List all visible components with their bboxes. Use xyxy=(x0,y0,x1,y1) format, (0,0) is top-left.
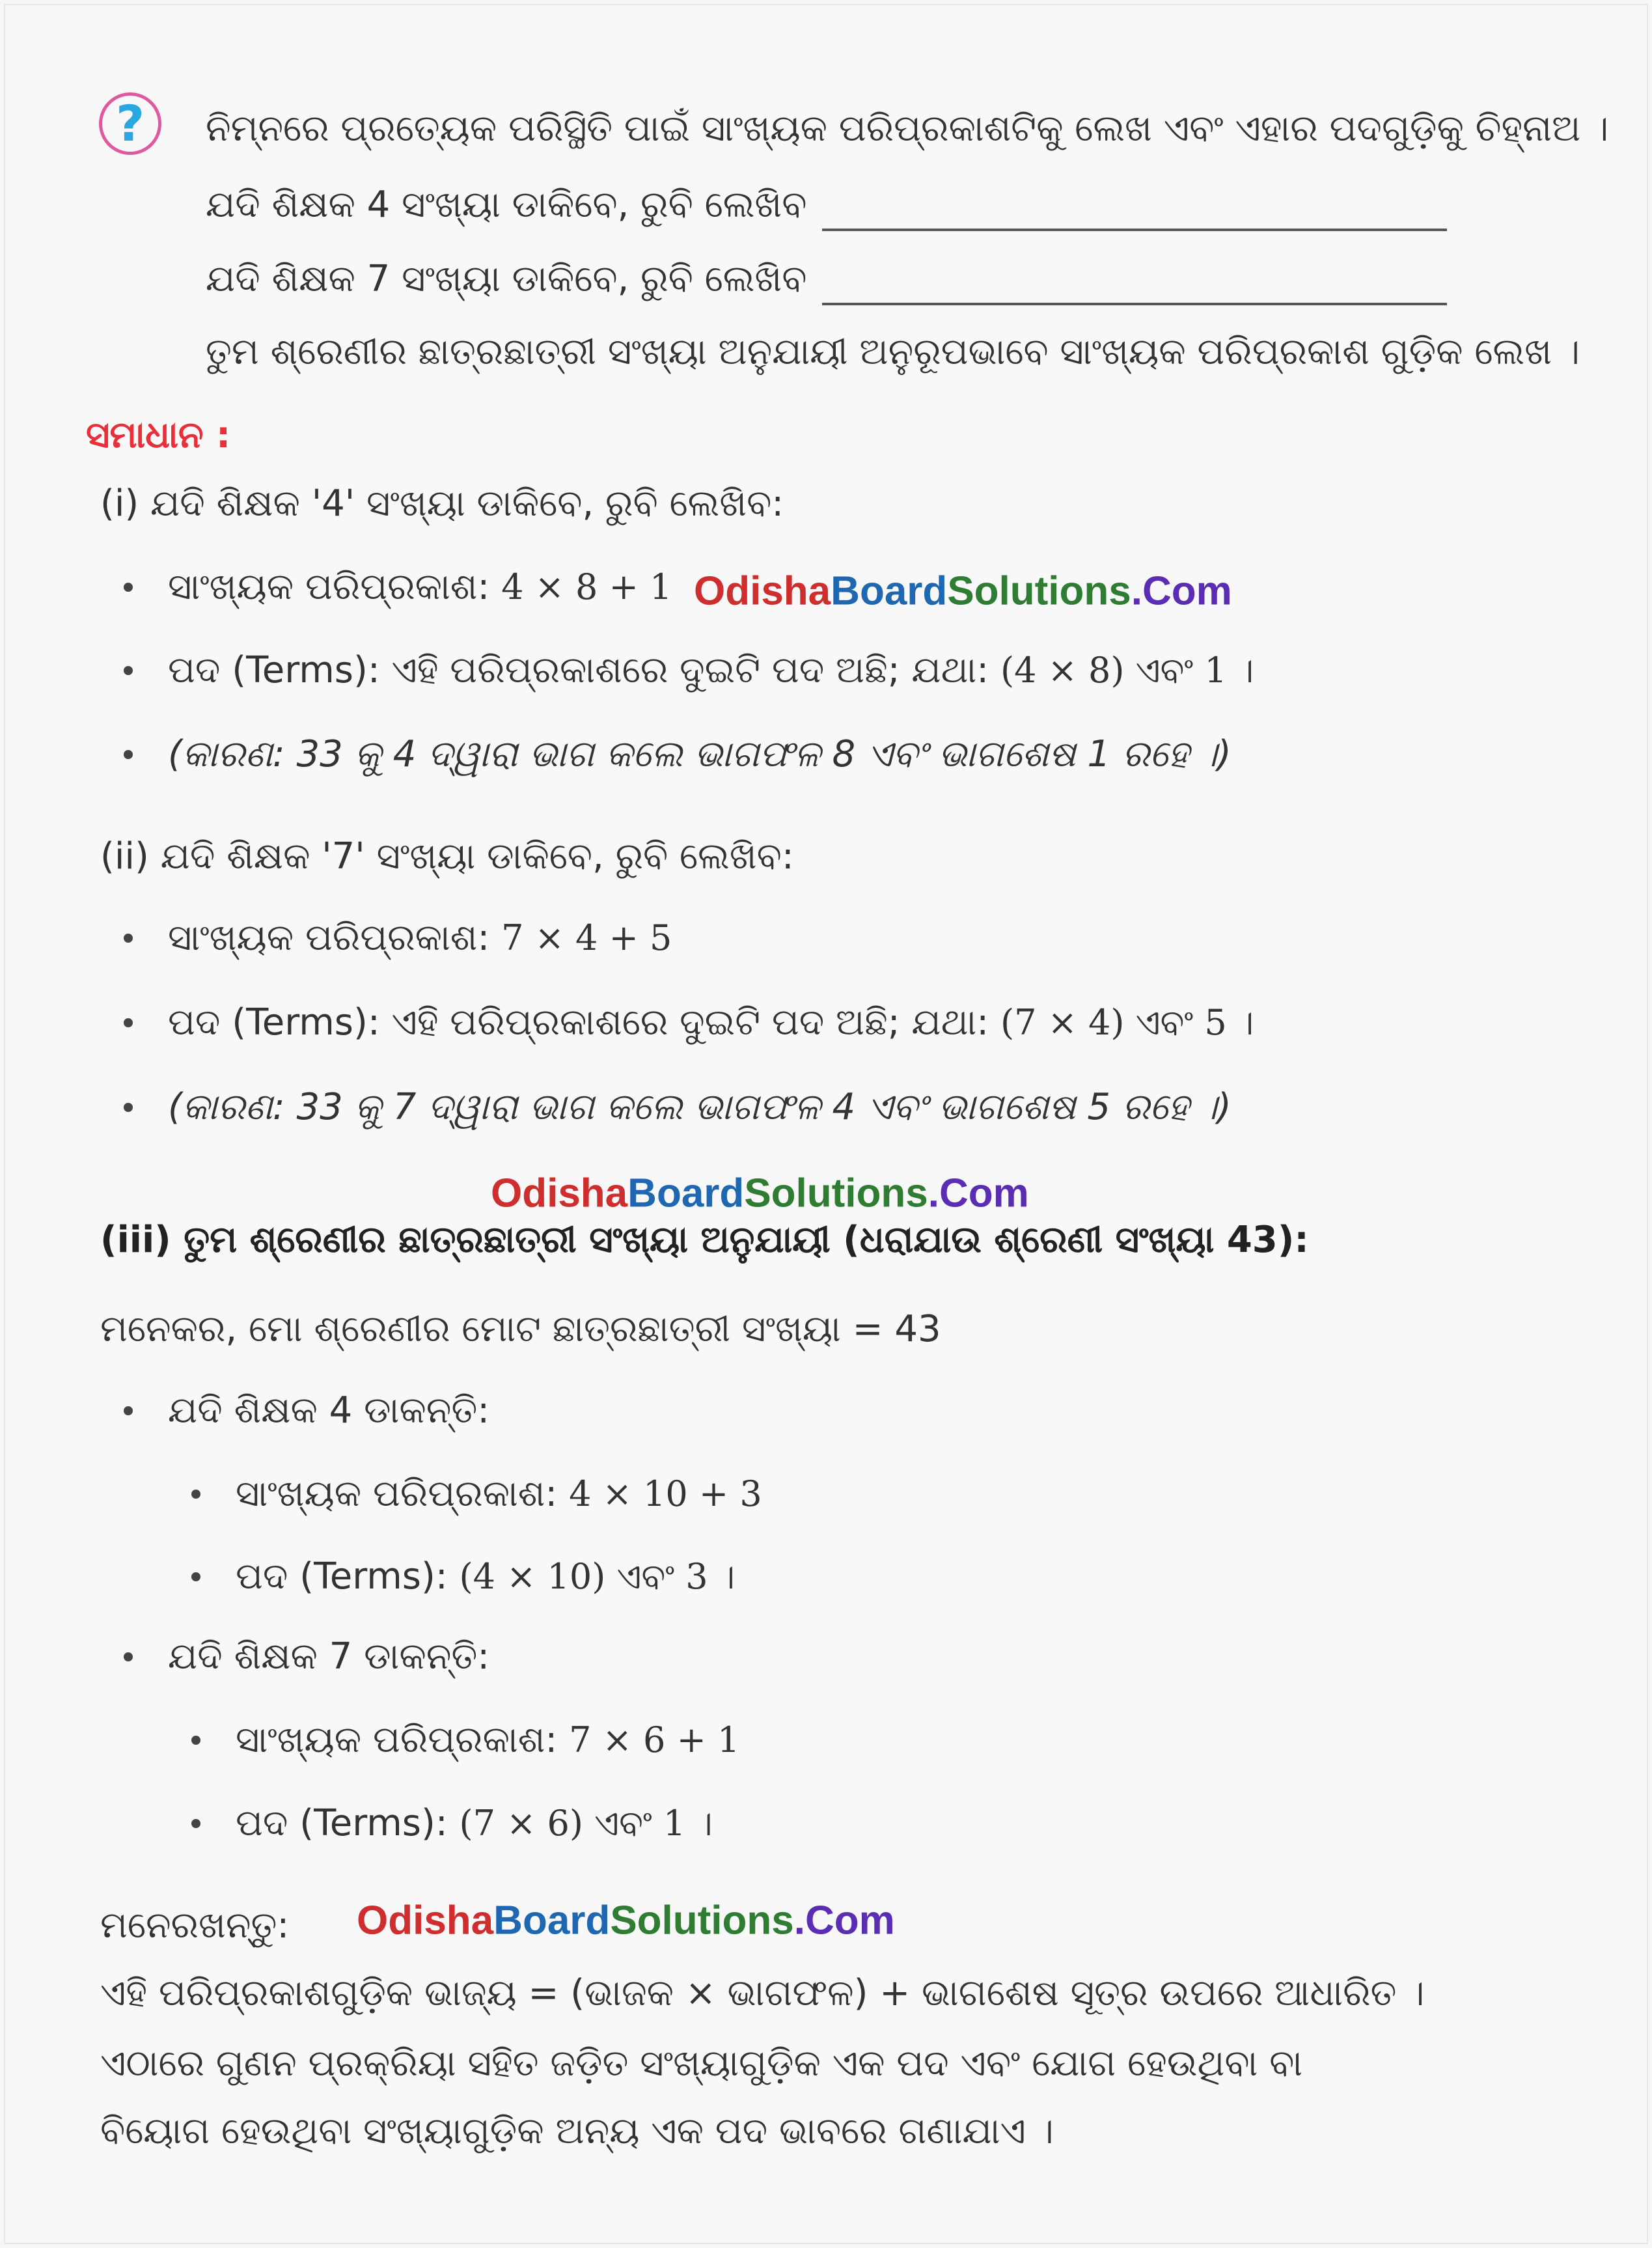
bullet-icon xyxy=(124,1018,133,1027)
bullet-icon xyxy=(191,1819,200,1828)
question-circle-icon: ? xyxy=(99,92,161,155)
math-expression: 4 × 8 + 1 xyxy=(501,566,672,607)
bullet-icon xyxy=(124,1406,133,1415)
bullet-icon xyxy=(124,1103,133,1112)
part2-terms xyxy=(168,997,1254,1049)
part2-expression xyxy=(168,912,672,964)
part2-heading: (ii) ଯଦି ଶିକ୍ଷକ '7' ସଂଖ୍ୟା ଡାକିବେ, ରୁବି ଲେଖିବ: xyxy=(100,835,794,878)
math-expression: (4 × 8) ଏବଂ 1 । xyxy=(1000,650,1254,691)
math-expression: (4 × 10) ଏବଂ 3 । xyxy=(459,1556,736,1597)
case7-terms xyxy=(236,1797,713,1850)
label: ପଦ (Terms): xyxy=(236,1555,448,1598)
solution-label: ସମାଧାନ : xyxy=(86,414,231,456)
part1-terms xyxy=(168,645,1254,697)
watermark-logo: OdishaBoardSolutions.Com xyxy=(491,1171,1029,1216)
bullet-icon xyxy=(124,1652,133,1661)
bullet-icon xyxy=(124,934,133,943)
bullet-icon xyxy=(191,1490,200,1499)
part1-heading: (i) ଯଦି ଶିକ୍ଷକ '4' ସଂଖ୍ୟା ଡାକିବେ, ରୁବି ଲେଖିବ: xyxy=(100,482,784,525)
note-line-3: ବିୟୋଗ ହେଉଥିବା ସଂଖ୍ୟାଗୁଡ଼ିକ ଅନ୍ୟ ଏକ ପଦ ଭାବରେ ଗଣାଯାଏ । xyxy=(100,2110,1054,2152)
label: ସାଂଖ୍ୟକ ପରିପ୍ରକାଶ: xyxy=(236,1473,558,1515)
note-line-2: ଏଠାରେ ଗୁଣନ ପ୍ରକ୍ରିୟା ସହିତ ଜଡ଼ିତ ସଂଖ୍ୟାଗୁଡ଼ିକ ଏକ ପଦ ଏବଂ ଯୋଗ ହେଉଥିବା ବା xyxy=(100,2042,1303,2085)
bullet-icon xyxy=(191,1572,200,1581)
bullet-icon xyxy=(191,1736,200,1745)
math-expression: 7 × 6 + 1 xyxy=(569,1719,740,1760)
math-expression: (7 × 6) ଏବଂ 1 । xyxy=(459,1803,713,1844)
label: ସାଂଖ୍ୟକ ପରିପ୍ରକାଶ: xyxy=(236,1719,558,1761)
label: ସାଂଖ୍ୟକ ପରିପ୍ରକାଶ: xyxy=(168,566,490,608)
answer-blank xyxy=(822,196,1447,231)
part1-reason: (କାରଣ: 33 କୁ 4 ଦ୍ୱାରା ଭାଗ କଲେ ଭାଗଫଳ 8 ଏବଂ ଭାଗଶେଷ 1 ରହେ ।) xyxy=(168,733,1232,775)
case4-terms xyxy=(236,1551,735,1603)
note-line-1: ଏହି ପରିପ୍ରକାଶଗୁଡ଼ିକ ଭାଜ୍ୟ = (ଭାଜକ × ଭାଗଫଳ) + ଭାଗଶେଷ ସୂତ୍ର ଉପରେ ଆଧାରିତ । xyxy=(100,1972,1425,2014)
math-expression: 4 × 10 + 3 xyxy=(569,1473,762,1514)
question-line-4: ତୁମ ଶ୍ରେଣୀର ଛାତ୍ରଛାତ୍ରୀ ସଂଖ୍ୟା ଅନୁଯାୟୀ ଅନୁରୂପଭାବେ ସାଂଖ୍ୟକ ପରିପ୍ରକାଶ ଗୁଡ଼ିକ ଲେଖ । xyxy=(206,331,1580,373)
bullet-icon xyxy=(124,666,133,675)
case7-heading: ଯଦି ଶିକ୍ଷକ 7 ଡାକନ୍ତି: xyxy=(168,1635,490,1678)
case4-expression xyxy=(236,1468,762,1520)
part3-heading: (iii) ତୁମ ଶ୍ରେଣୀର ଛାତ୍ରଛାତ୍ରୀ ସଂଖ୍ୟା ଅନୁଯାୟୀ (ଧରାଯାଉ ଶ୍ରେଣୀ ସଂଖ୍ୟା 43): xyxy=(100,1219,1309,1261)
part3-assumption: ମନେକର, ମୋ ଶ୍ରେଣୀର ମୋଟ ଛାତ୍ରଛାତ୍ରୀ ସଂଖ୍ୟା = 43 xyxy=(100,1308,941,1350)
question-line-2 xyxy=(206,179,1447,231)
watermark-logo: OdishaBoardSolutions.Com xyxy=(357,1898,895,1943)
watermark-logo: OdishaBoardSolutions.Com xyxy=(694,568,1232,614)
bullet-icon xyxy=(124,583,133,592)
label: ପଦ (Terms): xyxy=(236,1802,448,1844)
answer-blank xyxy=(822,270,1447,305)
label: ସାଂଖ୍ୟକ ପରିପ୍ରକାଶ: xyxy=(168,917,490,959)
question-line-3 xyxy=(206,253,1447,305)
math-expression: 7 × 4 + 5 xyxy=(501,917,672,958)
bullet-icon xyxy=(124,750,133,759)
case7-expression xyxy=(236,1714,739,1766)
math-expression: (7 × 4) ଏବଂ 5 । xyxy=(1000,1002,1254,1043)
label: ପଦ (Terms): ଏହି ପରିପ୍ରକାଶରେ ଦୁଇଟି ପଦ ଅଛି; ଯଥା: xyxy=(168,1001,989,1044)
question-line-1: ନିମ୍ନରେ ପ୍ରତ୍ୟେକ ପରିସ୍ଥିତି ପାଇଁ ସାଂଖ୍ୟକ ପରିପ୍ରକାଶଟିକୁ ଲେଖ ଏବଂ ଏହାର ପଦଗୁଡ଼ିକୁ ଚିହ୍ନାଅ । xyxy=(206,107,1609,150)
note-label: ମନେରଖନ୍ତୁ: xyxy=(100,1904,290,1947)
label: ପଦ (Terms): ଏହି ପରିପ୍ରକାଶରେ ଦୁଇଟି ପଦ ଅଛି; ଯଥା: xyxy=(168,649,989,691)
question-text: ଯଦି ଶିକ୍ଷକ 4 ସଂଖ୍ୟା ଡାକିବେ, ରୁବି ଲେଖିବ xyxy=(206,184,807,226)
question-text: ଯଦି ଶିକ୍ଷକ 7 ସଂଖ୍ୟା ଡାକିବେ, ରୁବି ଲେଖିବ xyxy=(206,258,807,300)
part2-reason: (କାରଣ: 33 କୁ 7 ଦ୍ୱାରା ଭାଗ କଲେ ଭାଗଫଳ 4 ଏବଂ ଭାଗଶେଷ 5 ରହେ ।) xyxy=(168,1086,1232,1128)
part1-expression xyxy=(168,561,672,613)
case4-heading: ଯଦି ଶିକ୍ଷକ 4 ଡାକନ୍ତି: xyxy=(168,1389,490,1432)
